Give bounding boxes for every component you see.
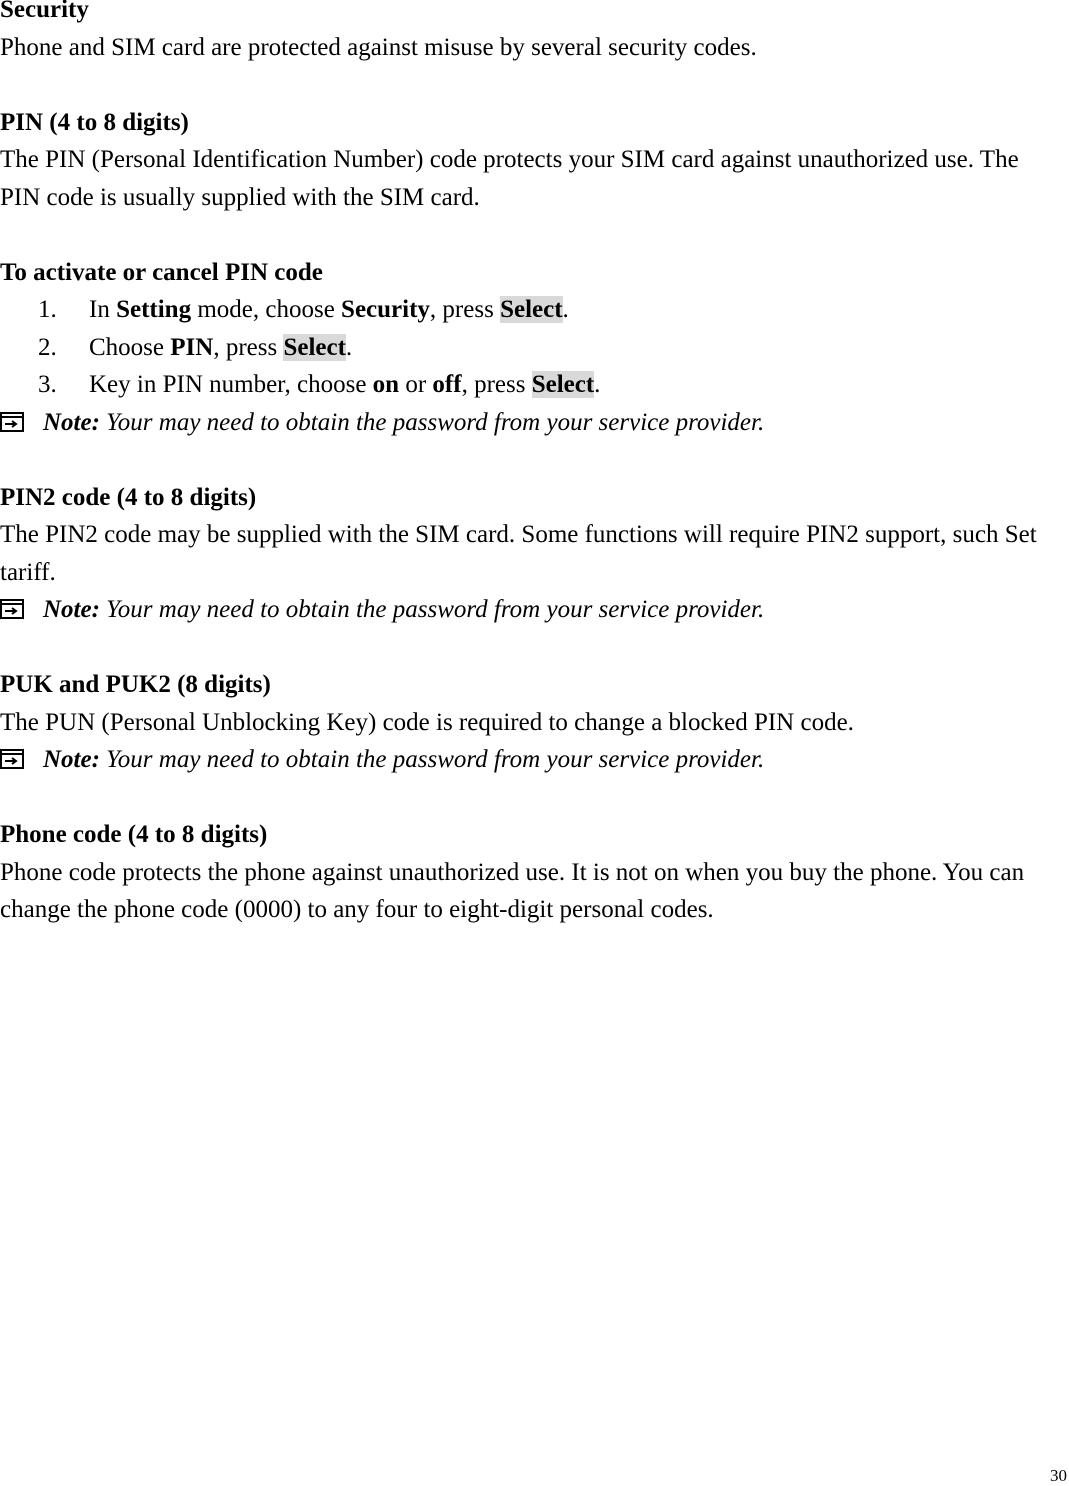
- step-text: Key in PIN number, choose: [89, 371, 373, 398]
- section-title: Security: [0, 0, 89, 23]
- note: [0, 404, 1040, 442]
- pin-heading: PIN (4 to 8 digits): [0, 108, 189, 136]
- step-keyword: Security: [341, 296, 430, 323]
- pin2-heading: PIN2 code (4 to 8 digits): [0, 483, 257, 511]
- phonecode-heading: Phone code (4 to 8 digits): [0, 821, 268, 848]
- page-number: 30: [1050, 1466, 1067, 1485]
- step-item: [0, 329, 1040, 367]
- intro-text: Phone and SIM card are protected against misuse by several security codes.: [0, 33, 757, 61]
- step-keyword: on: [372, 371, 400, 398]
- step-text: mode, choose: [191, 296, 342, 323]
- select-key-label: Select: [531, 371, 595, 398]
- step-keyword: PIN: [170, 333, 214, 361]
- step-text: .: [594, 371, 601, 398]
- note-label: Note:: [43, 746, 100, 773]
- step-number: 1.: [38, 296, 57, 323]
- step-text: In: [89, 296, 117, 323]
- step-text: , press: [213, 333, 284, 361]
- pin2-text: The PIN2 code may be supplied with the SIM card. Some functions will require PIN2 support, such Set tariff.: [0, 521, 1037, 586]
- step-item: [0, 366, 1040, 404]
- note-icon: [0, 749, 24, 769]
- note-label: Note:: [43, 408, 100, 436]
- step-item: [0, 291, 1040, 329]
- note-text: Your may need to obtain the password from your service provider.: [99, 596, 765, 623]
- note: [0, 741, 1040, 779]
- select-key-label: Select: [500, 296, 563, 323]
- pin-text: The PIN (Personal Identification Number) code protects your SIM card against unauthorized use. The PIN code is usually supplied with the SIM card.: [0, 146, 1019, 211]
- step-text: , press: [461, 371, 532, 398]
- activate-heading: To activate or cancel PIN code: [0, 258, 323, 286]
- step-number: 3.: [38, 371, 57, 398]
- note-text: Your may need to obtain the password from your service provider.: [99, 408, 765, 436]
- puk-text: The PUN (Personal Unblocking Key) code is required to change a blocked PIN code.: [0, 708, 854, 736]
- step-text: Choose: [89, 333, 171, 361]
- note-icon: [0, 412, 24, 432]
- phonecode-text: Phone code protects the phone against unauthorized use. It is not on when you buy the phone. You can change the phone code (0000) to any four to eight-digit personal codes.: [0, 858, 1025, 923]
- puk-heading: PUK and PUK2 (8 digits): [0, 671, 271, 698]
- note-text: Your may need to obtain the password from your service provider.: [99, 746, 765, 773]
- note-label: Note:: [43, 596, 100, 623]
- step-text: .: [345, 333, 353, 361]
- step-text: or: [399, 371, 433, 398]
- note: [0, 591, 1040, 629]
- select-key-label: Select: [283, 333, 346, 361]
- step-number: 2.: [38, 333, 57, 361]
- activate-steps: [0, 291, 1040, 404]
- note-icon: [0, 599, 24, 619]
- step-text: .: [562, 296, 569, 323]
- step-keyword: Setting: [116, 296, 192, 323]
- step-keyword: off: [432, 371, 462, 398]
- step-text: , press: [429, 296, 501, 323]
